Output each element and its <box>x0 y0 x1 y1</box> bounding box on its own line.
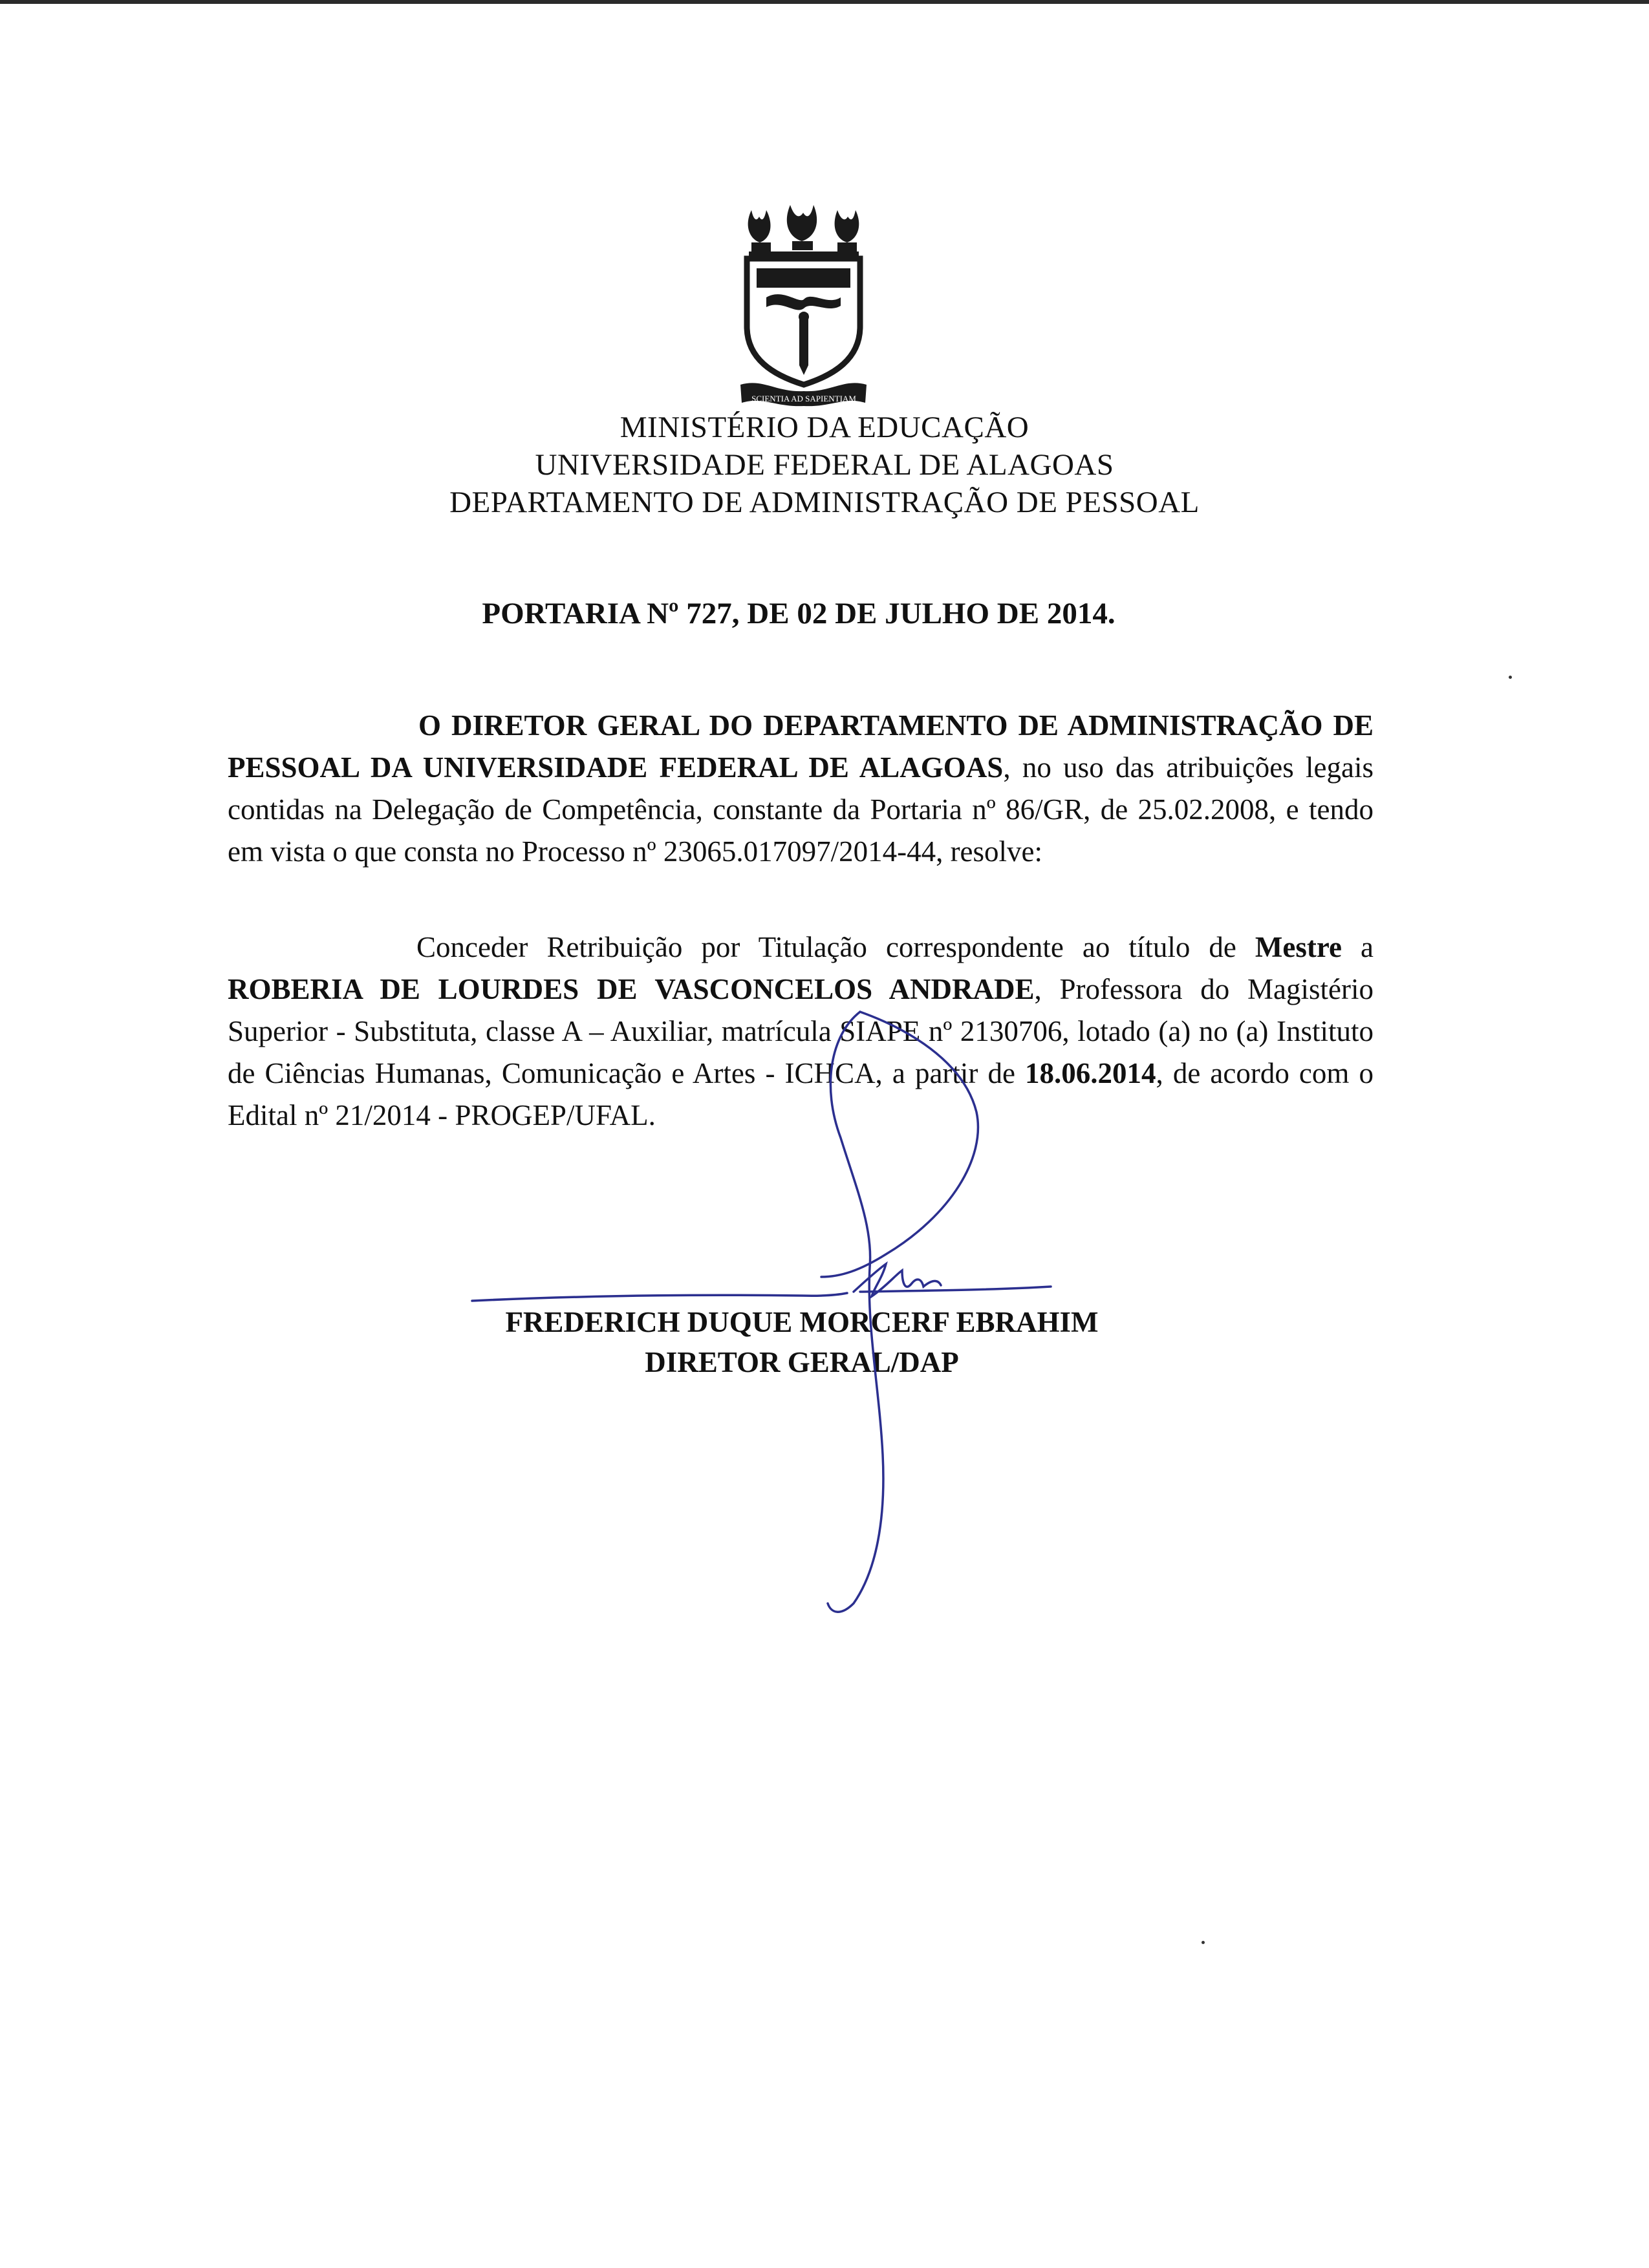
paragraph-preamble <box>228 705 1374 873</box>
scan-speck <box>1202 1941 1205 1944</box>
resolution-text-4: , de acordo com o Edital nº 21/2014 - PROGEP/UFAL. <box>228 1057 1374 1131</box>
signatory-name: FREDERICH DUQUE MORCERF EBRAHIM <box>505 1306 1099 1338</box>
beneficiary-name: ROBERIA DE LOURDES DE VASCONCELOS ANDRADE <box>228 973 1035 1005</box>
paragraph-resolution <box>228 926 1374 1137</box>
resolution-text-1: Conceder Retribuição por Titulação correspondente ao título de <box>416 931 1255 963</box>
portaria-title: PORTARIA Nº 727, DE 02 DE JULHO DE 2014. <box>482 597 1116 630</box>
degree-title: Mestre <box>1255 931 1342 963</box>
header-ministry: MINISTÉRIO DA EDUCAÇÃO <box>620 411 1029 444</box>
preamble-text: , no uso das atribuições legais contidas na Delegação de Competência, constante da Portaria nº 86/GR, de 25.02.2008, e tendo em vista o que consta no Processo nº 23065.017097/2014-44, resolve: <box>228 751 1374 868</box>
signatory-title: DIRETOR GERAL/DAP <box>645 1346 959 1378</box>
scan-top-edge <box>0 0 1649 4</box>
resolution-text-2: a <box>1342 931 1374 963</box>
preamble-authority: O DIRETOR GERAL DO DEPARTAMENTO DE ADMINISTRAÇÃO DE PESSOAL DA UNIVERSIDADE FEDERAL DE ALAGOAS <box>228 709 1374 784</box>
university-seal-icon <box>737 191 870 407</box>
effective-date: 18.06.2014 <box>1025 1057 1156 1089</box>
resolution-text-3: , Professora do Magistério Superior - Substituta, classe A – Auxiliar, matrícula SIAPE nº 2130706, lotado (a) no (a) Instituto de Ciências Humanas, Comunicação e Artes - ICHCA, a partir de <box>228 973 1374 1089</box>
scan-speck <box>1509 676 1512 679</box>
svg-text:SCIENTIA AD SAPIENTIAM: SCIENTIA AD SAPIENTIAM <box>751 394 856 403</box>
header-department: DEPARTAMENTO DE ADMINISTRAÇÃO DE PESSOAL <box>449 486 1200 519</box>
header-university: UNIVERSIDADE FEDERAL DE ALAGOAS <box>535 448 1114 482</box>
